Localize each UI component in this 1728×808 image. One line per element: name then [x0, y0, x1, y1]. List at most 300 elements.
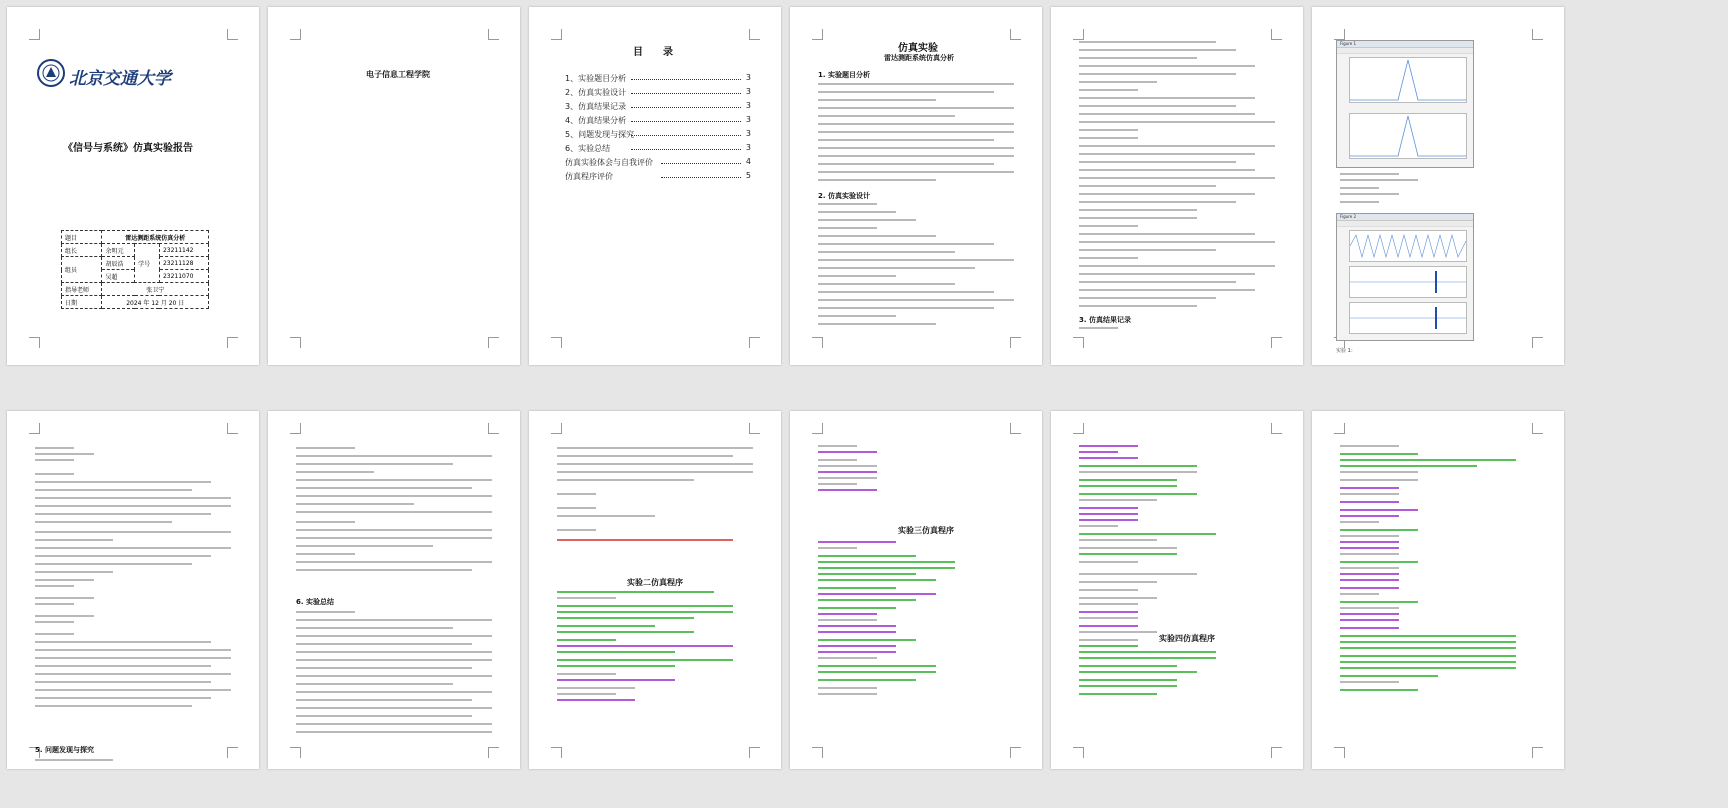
toc-entry-page: 3: [745, 87, 751, 96]
text-line: [1079, 645, 1138, 647]
text-line: [1079, 679, 1177, 681]
text-line: [818, 115, 955, 117]
toc-entry-label: 6、实验总结: [565, 144, 611, 153]
text-line: [1079, 693, 1157, 695]
text-line: [1079, 533, 1216, 535]
crop-mark: [1010, 29, 1021, 40]
text-line: [818, 275, 896, 277]
university-seal-icon: [37, 59, 65, 87]
toc-entry-label: 仿真程序评价: [565, 172, 613, 181]
school-name: 电子信息工程学院: [366, 70, 430, 79]
text-line: [557, 651, 675, 653]
text-line: [1340, 201, 1379, 203]
text-line: [818, 465, 877, 467]
page-8: [268, 411, 520, 769]
text-line: [296, 463, 453, 465]
subplot-3: [1349, 302, 1467, 334]
text-line: [1079, 49, 1236, 51]
text-line: [35, 633, 74, 635]
members-label: 组员: [62, 257, 102, 283]
text-line: [1079, 193, 1255, 195]
text-line: [1340, 509, 1418, 511]
figure-titlebar: [1337, 41, 1473, 48]
figure-title: Figure 2: [1340, 214, 1357, 219]
text-line: [1079, 625, 1138, 627]
topic-value: 雷达测距系统仿真分析: [102, 231, 209, 244]
toc-leader-dots: [661, 163, 741, 164]
text-line: [1340, 647, 1516, 649]
text-line: [818, 665, 936, 667]
page-6: [1312, 7, 1564, 365]
text-line: [818, 139, 994, 141]
toc-leader-dots: [661, 177, 741, 178]
crop-mark: [551, 747, 562, 758]
text-line: [35, 571, 113, 573]
text-line: [557, 605, 733, 607]
text-line: [1079, 281, 1236, 283]
text-line: [35, 641, 211, 643]
text-line: [557, 679, 675, 681]
text-line: [1079, 209, 1197, 211]
text-line: [1079, 553, 1177, 555]
text-line: [557, 479, 694, 481]
text-line: [818, 147, 1014, 149]
date-value: 2024 年 12 月 20 日: [102, 296, 209, 309]
id-label: 学号: [135, 244, 160, 283]
text-line: [1340, 641, 1516, 643]
toc-entry-label: 1、实验题目分析: [565, 74, 627, 83]
heading-5: 5. 问题发现与探究: [35, 746, 94, 754]
crop-mark: [749, 337, 760, 348]
member1-name: 胡辰浩: [102, 257, 135, 270]
text-line: [818, 219, 916, 221]
text-line: [296, 659, 492, 661]
text-line: [818, 235, 936, 237]
text-line: [818, 163, 994, 165]
text-line: [35, 513, 211, 515]
text-line: [818, 477, 877, 479]
text-line: [1079, 573, 1197, 575]
toc-entry[interactable]: [565, 157, 751, 168]
crop-mark: [1010, 747, 1021, 758]
leader-label: 组长: [62, 244, 102, 257]
text-line: [557, 529, 596, 531]
text-line: [557, 673, 616, 675]
toc-leader-dots: [631, 135, 741, 136]
text-line: [296, 611, 355, 613]
text-line: [1340, 547, 1399, 549]
text-line: [1079, 201, 1236, 203]
figure-titlebar: [1337, 214, 1473, 221]
crop-mark: [749, 29, 760, 40]
text-line: [818, 227, 877, 229]
crop-mark: [1271, 747, 1282, 758]
text-line: [296, 537, 492, 539]
text-line: [1079, 451, 1118, 453]
text-line: [1340, 529, 1418, 531]
crop-mark: [1334, 747, 1345, 758]
text-line: [296, 675, 492, 677]
page-11: [1051, 411, 1303, 769]
text-line: [35, 497, 231, 499]
text-line: [818, 599, 916, 601]
crop-mark: [1532, 747, 1543, 758]
text-line: [1340, 601, 1418, 603]
text-line: [1340, 561, 1418, 563]
text-line: [1340, 573, 1399, 575]
page-4: [790, 7, 1042, 365]
crop-mark: [488, 337, 499, 348]
text-line: [1340, 607, 1399, 609]
toc-entry[interactable]: [565, 73, 751, 84]
text-line: [35, 621, 74, 623]
toc-entry-page: 4: [745, 157, 751, 166]
text-line: [35, 447, 74, 449]
text-line: [1079, 217, 1197, 219]
text-line: [296, 619, 492, 621]
text-line: [35, 579, 94, 581]
text-line: [1340, 493, 1399, 495]
text-line: [296, 635, 492, 637]
text-line: [557, 625, 655, 627]
text-line: [818, 445, 857, 447]
text-line: [1079, 297, 1216, 299]
page-12: [1312, 411, 1564, 769]
text-line: [557, 665, 675, 667]
text-line: [1079, 539, 1157, 541]
crop-mark: [227, 747, 238, 758]
text-line: [557, 515, 655, 517]
crop-mark: [749, 747, 760, 758]
text-line: [1079, 73, 1236, 75]
toc-entry[interactable]: [565, 115, 751, 126]
subplot-1: [1349, 57, 1467, 103]
text-line: [818, 251, 955, 253]
text-line: [818, 211, 896, 213]
text-line: [818, 131, 1014, 133]
text-line: [557, 699, 635, 701]
crop-mark: [290, 29, 301, 40]
cover-info-table: [61, 230, 209, 309]
crop-mark: [551, 29, 562, 40]
figure-title: Figure 1: [1340, 41, 1357, 46]
text-line: [818, 323, 936, 325]
text-line: [1079, 639, 1138, 641]
crop-mark: [1271, 423, 1282, 434]
text-line: [296, 471, 374, 473]
text-line: [818, 619, 877, 621]
text-line: [1079, 507, 1138, 509]
toc-leader-dots: [631, 149, 741, 150]
text-line: [818, 607, 896, 609]
text-line: [818, 107, 1014, 109]
text-line: [35, 547, 231, 549]
text-line: [35, 539, 113, 541]
text-line: [1340, 655, 1516, 657]
text-line: [296, 691, 492, 693]
crop-mark: [812, 29, 823, 40]
toc-entry-label: 仿真实验体会与自我评价: [565, 158, 653, 167]
text-line: [557, 611, 733, 613]
teacher-value: 张卫宁: [102, 283, 209, 296]
text-line: [1079, 65, 1255, 67]
text-line: [35, 681, 211, 683]
text-line: [1340, 553, 1399, 555]
text-line: [1340, 193, 1399, 195]
crop-mark: [227, 423, 238, 434]
code-section-title: 实验二仿真程序: [627, 578, 683, 587]
page-5: [1051, 7, 1303, 365]
text-line: [1079, 445, 1138, 447]
crop-mark: [1532, 29, 1543, 40]
text-line: [35, 489, 192, 491]
text-line: [557, 639, 616, 641]
text-line: [818, 555, 916, 557]
text-line: [1079, 499, 1157, 501]
text-line: [1079, 657, 1216, 659]
text-line: [1340, 535, 1399, 537]
text-line: [818, 587, 896, 589]
crop-mark: [1271, 337, 1282, 348]
text-line: [1079, 327, 1118, 329]
text-line: [557, 693, 616, 695]
text-line: [35, 473, 74, 475]
toc-entry[interactable]: [565, 171, 751, 182]
text-line: [818, 179, 936, 181]
text-line: [35, 689, 231, 691]
crop-mark: [29, 337, 40, 348]
text-line: [1340, 471, 1418, 473]
text-line: [1079, 513, 1138, 515]
page-9: [529, 411, 781, 769]
crop-mark: [29, 29, 40, 40]
text-line: [818, 451, 877, 453]
text-line: [1079, 561, 1138, 563]
text-line: [818, 679, 916, 681]
text-line: [1340, 459, 1516, 461]
text-line: [1079, 57, 1197, 59]
text-line: [296, 521, 355, 523]
text-line: [1079, 177, 1275, 179]
text-line: [35, 555, 211, 557]
text-line: [1079, 169, 1255, 171]
crop-mark: [1532, 337, 1543, 348]
matlab-figure-2: [1336, 213, 1474, 341]
text-line: [818, 693, 877, 695]
crop-mark: [1073, 423, 1084, 434]
text-line: [818, 547, 857, 549]
toc-entry-label: 5、问题发现与探究: [565, 130, 635, 139]
crop-mark: [227, 29, 238, 40]
text-line: [818, 171, 1014, 173]
code-section-title: 实验四仿真程序: [1159, 634, 1215, 643]
text-line: [818, 459, 857, 461]
toc-leader-dots: [631, 121, 741, 122]
text-line: [1340, 579, 1399, 581]
text-line: [1079, 97, 1255, 99]
text-line: [35, 665, 211, 667]
text-line: [1340, 627, 1399, 629]
toc-leader-dots: [631, 93, 741, 94]
text-line: [1340, 675, 1438, 677]
text-line: [1079, 603, 1138, 605]
toc-entry-label: 3、仿真结果记录: [565, 102, 627, 111]
toc-entry[interactable]: [565, 129, 751, 140]
text-line: [296, 487, 472, 489]
text-line: [818, 471, 877, 473]
text-line: [818, 613, 877, 615]
text-line: [296, 447, 355, 449]
crop-mark: [1073, 747, 1084, 758]
text-line: [296, 545, 433, 547]
text-line: [1340, 453, 1418, 455]
text-line: [35, 603, 74, 605]
text-line: [1079, 249, 1216, 251]
toc-entry[interactable]: [565, 143, 751, 154]
text-line: [1079, 113, 1255, 115]
page-7: [7, 411, 259, 769]
crop-mark: [290, 337, 301, 348]
text-line: [1079, 305, 1197, 307]
toc-entry-label: 4、仿真结果分析: [565, 116, 627, 125]
text-line: [818, 639, 916, 641]
text-line: [818, 671, 936, 673]
text-line: [818, 155, 1014, 157]
text-line: [35, 563, 192, 565]
subplot-2: [1349, 266, 1467, 298]
text-line: [1340, 179, 1418, 181]
text-line: [1079, 525, 1118, 527]
text-line: [1079, 121, 1275, 123]
crop-mark: [1532, 423, 1543, 434]
text-line: [1079, 185, 1216, 187]
crop-mark: [488, 747, 499, 758]
text-line: [35, 481, 211, 483]
text-line: [818, 657, 877, 659]
text-line: [296, 529, 492, 531]
toc-entry-page: 5: [745, 171, 751, 180]
text-line: [557, 591, 714, 593]
toc-entry[interactable]: [565, 101, 751, 112]
text-line: [1340, 613, 1399, 615]
text-line: [1079, 105, 1236, 107]
text-line: [818, 561, 955, 563]
text-line: [35, 657, 231, 659]
text-line: [1079, 145, 1275, 147]
text-line: [35, 585, 74, 587]
text-line: [1079, 273, 1255, 275]
text-line: [1340, 635, 1516, 637]
figure-toolbar: [1337, 221, 1473, 227]
text-line: [296, 569, 472, 571]
text-line: [35, 759, 113, 761]
leader-id: 23211142: [159, 244, 208, 257]
text-line: [296, 503, 414, 505]
text-line: [296, 455, 492, 457]
crop-mark: [1073, 29, 1084, 40]
text-line: [1340, 487, 1399, 489]
university-logo-text: 北京交通大学: [69, 69, 171, 89]
text-line: [818, 579, 936, 581]
crop-mark: [1010, 423, 1021, 434]
text-line: [1079, 225, 1138, 227]
text-line: [1079, 257, 1138, 259]
crop-mark: [749, 423, 760, 434]
text-line: [35, 649, 231, 651]
crop-mark: [812, 337, 823, 348]
text-line: [818, 267, 975, 269]
text-line: [818, 541, 896, 543]
text-line: [818, 307, 994, 309]
text-line: [1079, 41, 1216, 43]
heading-3: 3. 仿真结果记录: [1079, 316, 1131, 324]
page-1-cover: [7, 7, 259, 365]
text-line: [1079, 485, 1177, 487]
crop-mark: [290, 423, 301, 434]
date-label: 日期: [62, 296, 102, 309]
text-line: [818, 567, 955, 569]
text-line: [296, 561, 492, 563]
subplot-2: [1349, 113, 1467, 159]
toc-entry[interactable]: [565, 87, 751, 98]
text-line: [1079, 581, 1157, 583]
text-line: [1079, 651, 1216, 653]
text-line: [1340, 501, 1399, 503]
text-line: [1340, 567, 1399, 569]
text-line: [35, 615, 94, 617]
crop-mark: [1334, 29, 1345, 40]
member1-id: 23211128: [159, 257, 208, 270]
text-line: [1340, 593, 1379, 595]
crop-mark: [290, 747, 301, 758]
crop-mark: [1334, 423, 1345, 434]
topic-label: 题目: [62, 231, 102, 244]
text-line: [1079, 631, 1157, 633]
text-line: [557, 539, 733, 541]
text-line: [296, 479, 492, 481]
text-line: [1340, 541, 1399, 543]
text-line: [1340, 587, 1399, 589]
text-line: [296, 667, 472, 669]
text-line: [818, 489, 877, 491]
text-line: [557, 471, 753, 473]
member2-id: 23211070: [159, 270, 208, 283]
text-line: [557, 617, 694, 619]
teacher-label: 指导老师: [62, 283, 102, 296]
text-line: [1079, 479, 1177, 481]
text-line: [818, 299, 1014, 301]
text-line: [296, 683, 453, 685]
text-line: [818, 91, 994, 93]
text-line: [35, 531, 231, 533]
text-line: [818, 687, 877, 689]
text-line: [818, 83, 1014, 85]
text-line: [1079, 611, 1138, 613]
heading-1: 1. 实验题目分析: [818, 71, 870, 79]
text-line: [818, 631, 896, 633]
crop-mark: [812, 747, 823, 758]
text-line: [296, 627, 453, 629]
text-line: [818, 645, 896, 647]
text-line: [1079, 457, 1138, 459]
text-line: [35, 505, 231, 507]
text-line: [35, 521, 172, 523]
text-line: [35, 697, 211, 699]
text-line: [296, 651, 492, 653]
text-line: [1079, 597, 1157, 599]
text-line: [1340, 479, 1418, 481]
text-line: [1079, 671, 1197, 673]
